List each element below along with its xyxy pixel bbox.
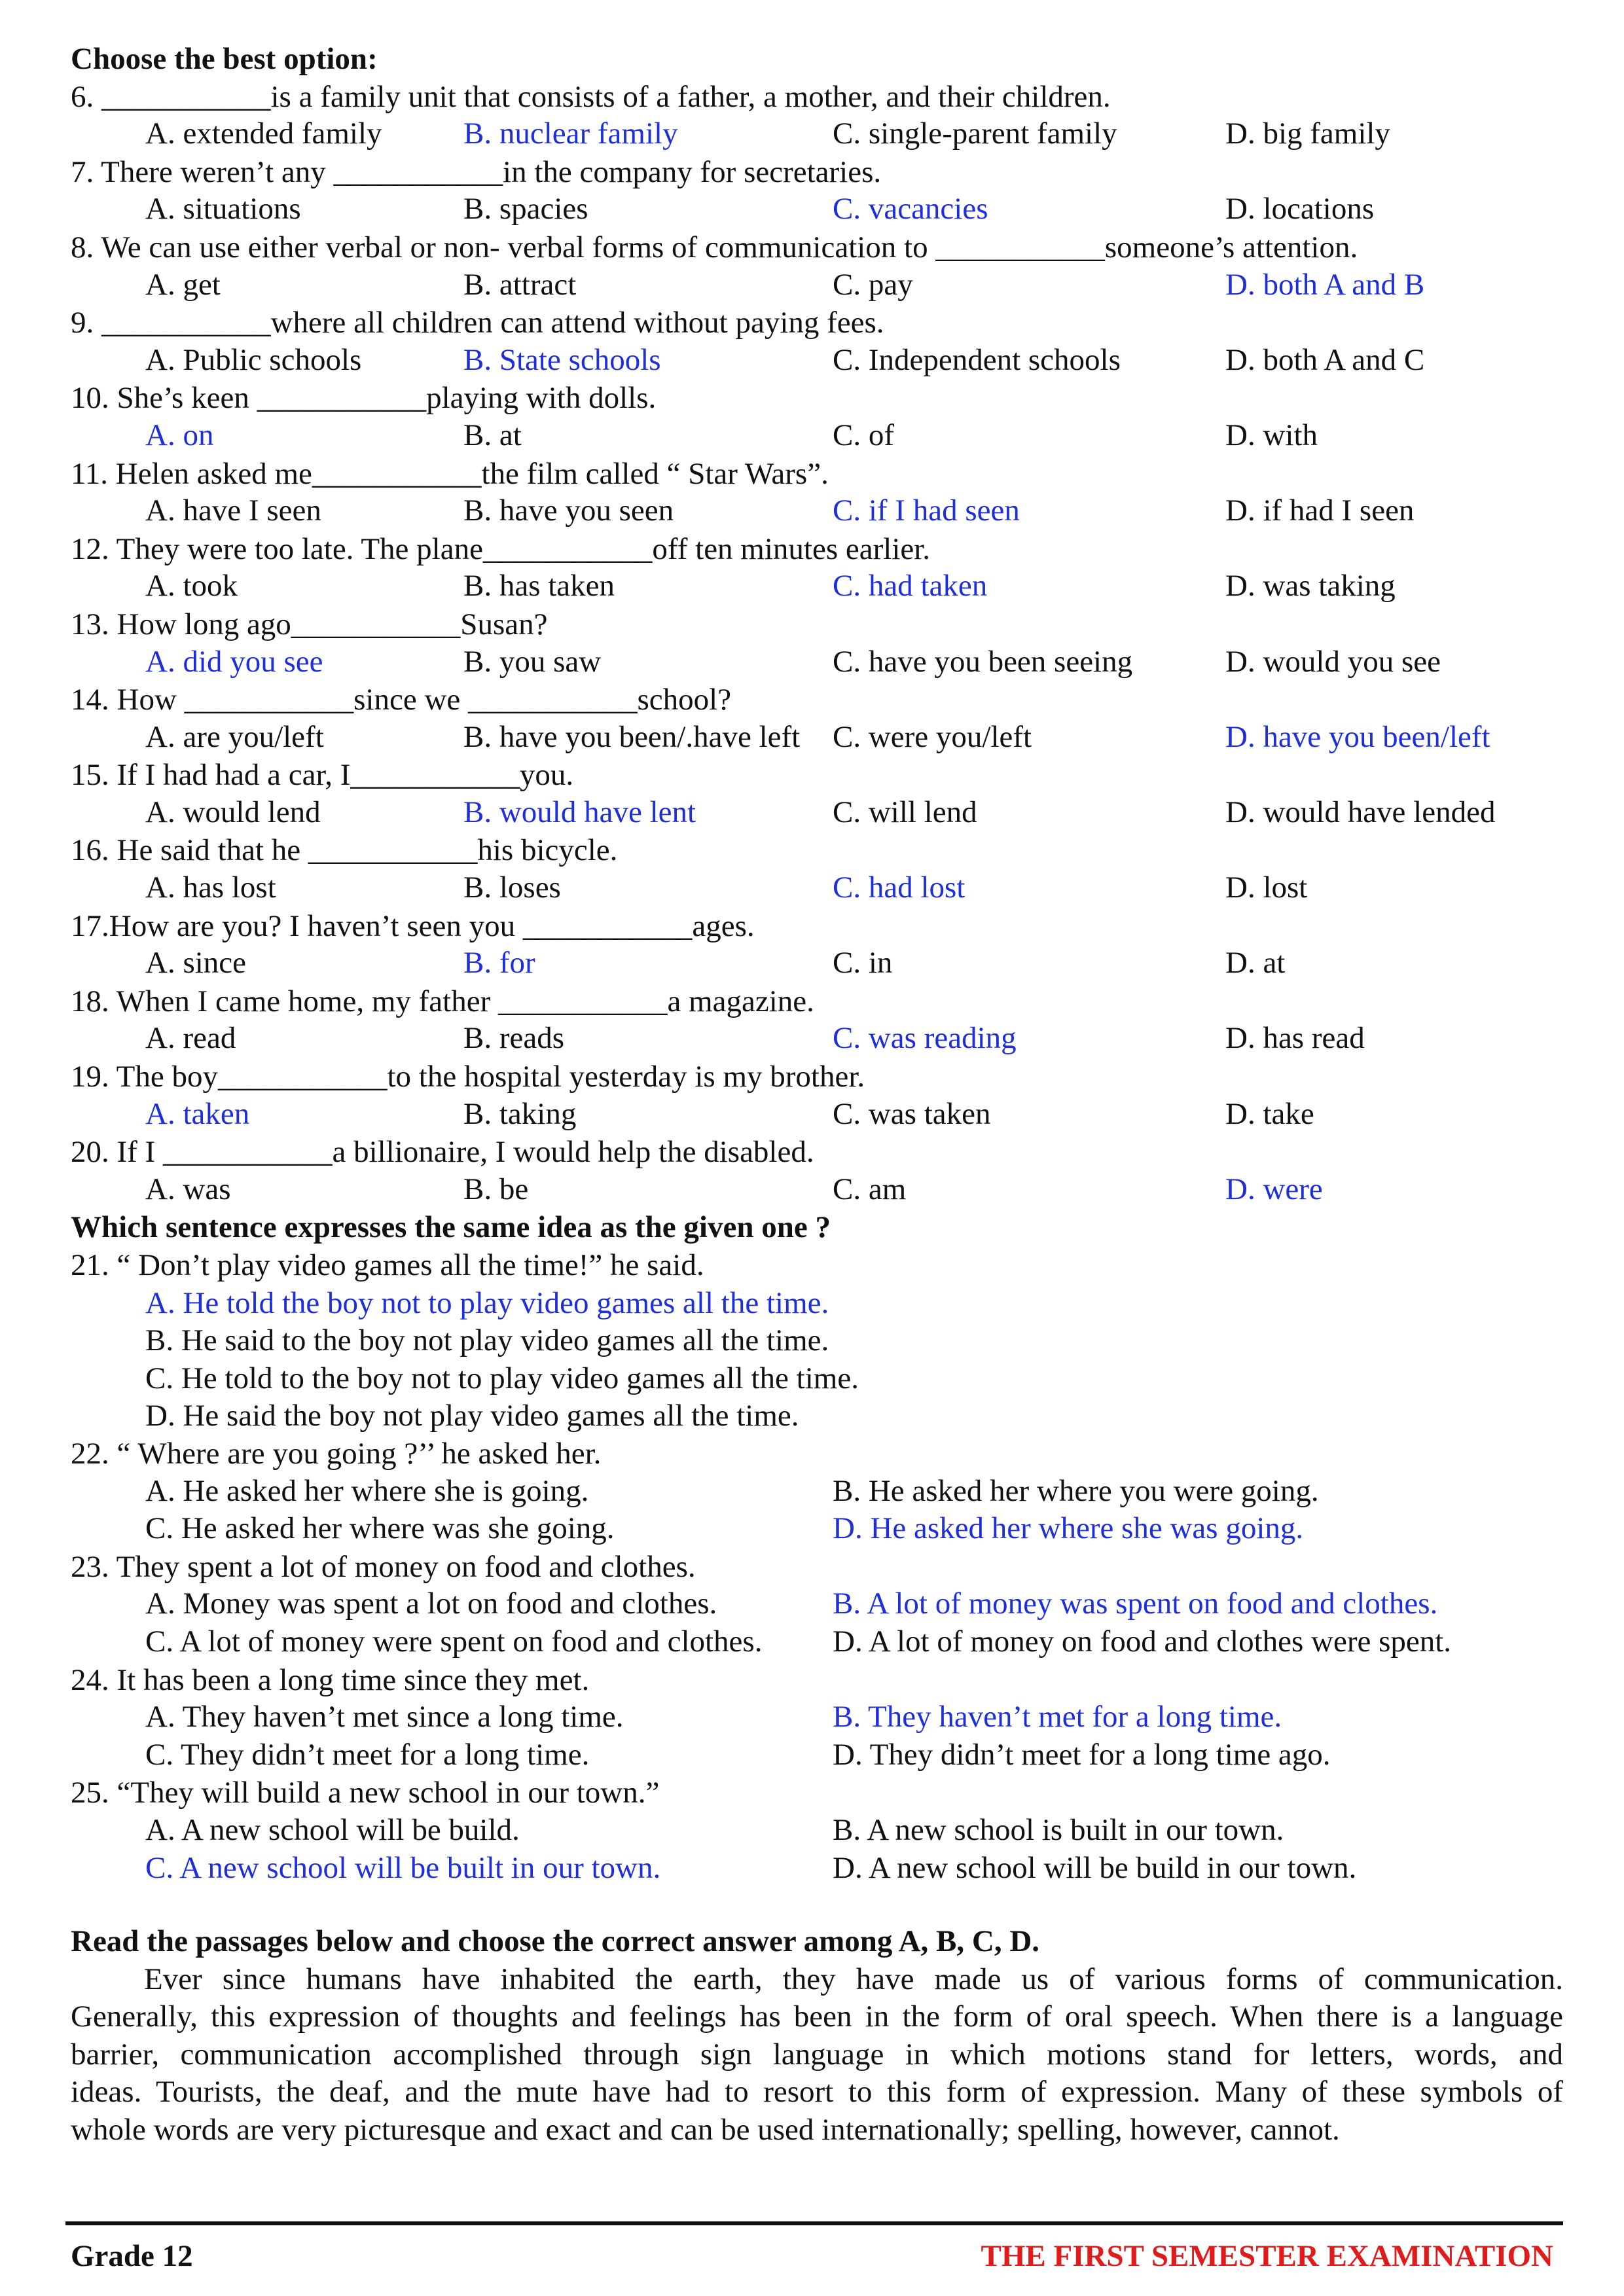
option-d[interactable]: D. at [1225, 946, 1286, 980]
question-stem: 19. The boy___________to the hospital yesterday is my brother. [71, 1060, 865, 1094]
section-heading-reading: Read the passages below and choose the correct answer among A, B, C, D. [71, 1924, 1040, 1959]
option-c[interactable]: C. were you/left [833, 719, 1032, 754]
option-a[interactable]: A. get [145, 267, 221, 302]
option-c[interactable]: C. had lost [833, 870, 965, 905]
section-heading-best-option: Choose the best option: [71, 42, 378, 76]
option-c[interactable]: C. They didn’t meet for a long time. [145, 1737, 590, 1772]
option-c[interactable]: C. in [833, 946, 893, 980]
options-row [71, 1586, 1563, 1624]
option-d[interactable]: D. He asked her where she was going. [833, 1511, 1304, 1546]
option-b[interactable]: B. He asked her where you were going. [833, 1473, 1319, 1508]
option-d[interactable]: D. He said the boy not play video games all the time. [145, 1399, 799, 1433]
passage-line [71, 2073, 1563, 2111]
footer-exam-title: THE FIRST SEMESTER EXAMINATION [981, 2239, 1553, 2273]
option-a[interactable]: A. read [145, 1021, 236, 1056]
question-stem: 8. We can use either verbal or non- verbal forms of communication to ___________someone’s attention. [71, 230, 1358, 264]
option-c[interactable]: C. pay [833, 267, 913, 302]
options-row [71, 1624, 1563, 1662]
option-d[interactable]: D. A lot of money on food and clothes were spent. [833, 1624, 1452, 1659]
option-c[interactable]: C. will lend [833, 795, 977, 829]
section-heading-same-idea: Which sentence expresses the same idea as the given one ? [71, 1210, 831, 1245]
options-row [71, 267, 1563, 305]
footer-grade: Grade 12 [71, 2239, 193, 2273]
exam-content [71, 41, 1563, 2149]
passage-line [71, 1998, 1563, 2036]
option-a[interactable]: A. He told the boy not to play video games all the time. [145, 1285, 829, 1320]
question-stem: 14. How ___________since we ___________school? [71, 683, 732, 717]
options-row [71, 795, 1563, 833]
question-stem: 24. It has been a long time since they met. [71, 1662, 590, 1697]
option-a[interactable]: A. took [145, 569, 238, 603]
option-d[interactable]: D. was taking [1225, 569, 1396, 603]
question-stem: 9. ___________where all children can attend without paying fees. [71, 306, 884, 340]
options-row [71, 116, 1563, 154]
option-c[interactable]: C. if I had seen [833, 493, 1020, 528]
options-row [71, 1699, 1563, 1737]
option-a[interactable]: A. situations [145, 192, 301, 226]
options-row [71, 1473, 1563, 1511]
question-stem: 10. She’s keen ___________playing with dolls. [71, 381, 657, 416]
option-a[interactable]: A. would lend [145, 795, 321, 829]
option-b[interactable]: B. at [463, 418, 522, 452]
passage-line [71, 2111, 1563, 2149]
options-row [71, 418, 1563, 456]
passage-text: barrier, communication accomplished through sign language in which motions stand for letters, words, and [71, 2037, 1563, 2072]
option-a[interactable]: A. have I seen [145, 493, 321, 528]
option-b[interactable]: B. you saw [463, 644, 602, 679]
question-stem: 12. They were too late. The plane___________off ten minutes earlier. [71, 531, 931, 566]
option-a[interactable]: A. was [145, 1172, 231, 1206]
option-d[interactable]: D. has read [1225, 1021, 1365, 1056]
section1-questions [71, 79, 1563, 1210]
section2-questions [71, 1435, 1563, 1888]
option-c[interactable]: C. He told to the boy not to play video games all the time. [145, 1361, 859, 1395]
option-b[interactable]: B. State schools [463, 342, 661, 377]
question-stem: 13. How long ago___________Susan? [71, 607, 548, 641]
option-b[interactable]: B. be [463, 1172, 529, 1206]
option-b[interactable]: B. He said to the boy not play video games all the time. [145, 1323, 829, 1358]
passage-line [71, 1961, 1563, 1999]
option-a[interactable]: A. taken [145, 1096, 250, 1131]
option-d[interactable]: D. big family [1225, 117, 1390, 151]
option-b[interactable]: B. have you seen [463, 493, 674, 528]
option-d[interactable]: D. have you been/left [1225, 719, 1490, 754]
option-a[interactable]: A. has lost [145, 870, 276, 905]
options-row [71, 1511, 1563, 1549]
question-stem: 22. “ Where are you going ?’’ he asked her. [71, 1436, 602, 1471]
option-d[interactable]: D. were [1225, 1172, 1323, 1206]
options-row [71, 1096, 1563, 1134]
option-d[interactable]: D. with [1225, 418, 1318, 452]
option-b[interactable]: B. have you been/.have left [463, 719, 801, 754]
options-row [71, 1812, 1563, 1850]
option-a[interactable]: A. since [145, 946, 247, 980]
option-b[interactable]: B. for [463, 946, 535, 980]
option-b[interactable]: B. taking [463, 1096, 577, 1131]
option-d[interactable]: D. They didn’t meet for a long time ago. [833, 1737, 1331, 1772]
passage-text: Ever since humans have inhabited the earth, they have made us of various forms of communication. [144, 1962, 1563, 1996]
options-row [71, 870, 1563, 908]
option-d[interactable]: D. take [1225, 1096, 1314, 1131]
option-c[interactable]: C. Independent schools [833, 342, 1121, 377]
option-a[interactable]: A. on [145, 418, 214, 452]
option-d[interactable]: D. A new school will be build in our town. [833, 1850, 1357, 1885]
option-d[interactable]: D. lost [1225, 870, 1308, 905]
option-c[interactable]: C. am [833, 1172, 907, 1206]
option-c[interactable]: C. have you been seeing [833, 644, 1133, 679]
option-b[interactable]: B. has taken [463, 569, 615, 603]
question-stem: 18. When I came home, my father ___________a magazine. [71, 984, 814, 1018]
option-c[interactable]: C. vacancies [833, 192, 988, 226]
options-row [71, 1172, 1563, 1210]
option-b[interactable]: B. reads [463, 1021, 565, 1056]
option-b[interactable]: B. They haven’t met for a long time. [833, 1700, 1282, 1734]
question-stem: 25. “They will build a new school in our town.” [71, 1776, 660, 1810]
passage-line [71, 2036, 1563, 2074]
option-b[interactable]: B. loses [463, 870, 561, 905]
option-c[interactable]: C. A lot of money were spent on food and clothes. [145, 1624, 763, 1659]
question-stem: 15. If I had had a car, I___________you. [71, 758, 574, 793]
option-a[interactable]: A. A new school will be build. [145, 1812, 520, 1847]
option-d[interactable]: D. locations [1225, 192, 1375, 226]
option-b[interactable]: B. attract [463, 267, 577, 302]
question-stem: 6. ___________is a family unit that consists of a father, a mother, and their children. [71, 79, 1111, 114]
passage-text: whole words are very picturesque and exact and can be used internationally; spelling, however, cannot. [71, 2113, 1340, 2147]
option-d[interactable]: D. both A and C [1225, 342, 1425, 377]
option-a[interactable]: A. He asked her where she is going. [145, 1473, 589, 1508]
options-row [71, 719, 1563, 757]
question-stem: 23. They spent a lot of money on food and clothes. [71, 1549, 696, 1584]
option-c[interactable]: C. of [833, 418, 894, 452]
options-row [71, 493, 1563, 531]
option-b[interactable]: B. spacies [463, 192, 588, 226]
option-a[interactable]: A. Public schools [145, 342, 362, 377]
option-d[interactable]: D. if had I seen [1225, 493, 1415, 528]
options-row [71, 342, 1563, 380]
question-stem: 17.How are you? I haven’t seen you ___________ages. [71, 908, 755, 943]
option-a[interactable]: A. Money was spent a lot on food and clothes. [145, 1587, 717, 1621]
option-a[interactable]: A. extended family [145, 117, 382, 151]
options-row [71, 644, 1563, 682]
option-c[interactable]: C. had taken [833, 569, 988, 603]
question-stem: 21. “ Don’t play video games all the time!” he said. [71, 1248, 704, 1282]
option-c[interactable]: C. was reading [833, 1021, 1017, 1056]
options-row [71, 1737, 1563, 1775]
option-b[interactable]: B. A lot of money was spent on food and clothes. [833, 1587, 1438, 1621]
passage-text: Generally, this expression of thoughts and feelings has been in the form of oral speech. When there is a language [71, 2000, 1563, 2034]
option-c[interactable]: C. He asked her where was she going. [145, 1511, 615, 1546]
question-stem: 11. Helen asked me___________the film called “ Star Wars”. [71, 456, 829, 491]
footer-divider [65, 2221, 1563, 2225]
options-row [71, 191, 1563, 229]
option-b[interactable]: B. nuclear family [463, 117, 678, 151]
question-stem: 16. He said that he ___________his bicycle. [71, 833, 618, 868]
options-row [71, 1020, 1563, 1058]
option-a[interactable]: A. did you see [145, 644, 323, 679]
option-d[interactable]: D. would have lended [1225, 795, 1496, 829]
section-spacer [71, 1888, 1563, 1923]
question-stem: 7. There weren’t any ___________in the company for secretaries. [71, 154, 882, 189]
option-d[interactable]: D. both A and B [1225, 267, 1425, 302]
option-a[interactable]: A. are you/left [145, 719, 324, 754]
question-stem: 20. If I ___________a billionaire, I would help the disabled. [71, 1135, 814, 1170]
reading-passage [71, 1961, 1563, 2149]
option-d[interactable]: D. would you see [1225, 644, 1441, 679]
option-c[interactable]: C. A new school will be built in our town. [145, 1850, 661, 1885]
option-c[interactable]: C. was taken [833, 1096, 991, 1131]
option-c[interactable]: C. single-parent family [833, 117, 1117, 151]
options-row [71, 945, 1563, 983]
option-b[interactable]: B. A new school is built in our town. [833, 1812, 1284, 1847]
options-row [71, 1850, 1563, 1888]
question-21 [71, 1247, 1563, 1435]
option-a[interactable]: A. They haven’t met since a long time. [145, 1700, 624, 1734]
options-row [71, 568, 1563, 606]
passage-text: ideas. Tourists, the deaf, and the mute have had to resort to this form of expression. Many of these symbols of [71, 2075, 1563, 2109]
option-b[interactable]: B. would have lent [463, 795, 696, 829]
